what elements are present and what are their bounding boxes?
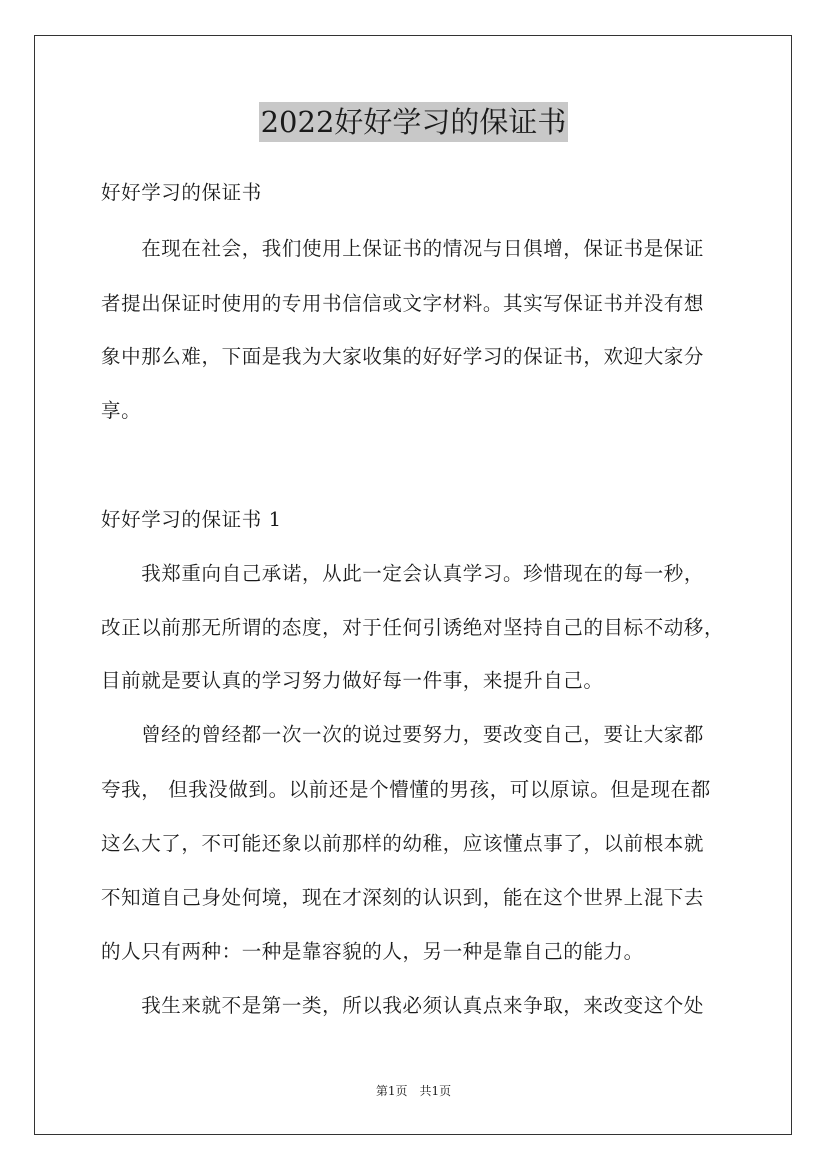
para2-line-4: 不知道自己身处何境，现在才深刻的认识到，能在这个世界上混下去 — [101, 886, 705, 909]
document-title: 2022好好学习的保证书 — [259, 102, 569, 142]
page-number: 第1页 共1页 — [375, 1084, 452, 1098]
document-subtitle: 好好学习的保证书 — [101, 181, 262, 204]
intro-line-4: 享。 — [101, 399, 142, 422]
intro-line-2: 者提出保证时使用的专用书信信或文字材料。其实写保证书并没有想 — [101, 292, 705, 315]
para2-line-5: 的人只有两种：一种是靠容貌的人，另一种是靠自己的能力。 — [101, 940, 644, 963]
intro-line-1: 在现在社会，我们使用上保证书的情况与日俱增，保证书是保证 — [101, 237, 705, 260]
intro-line-3: 象中那么难，下面是我为大家收集的好好学习的保证书，欢迎大家分 — [101, 345, 705, 368]
para1-line-2: 改正以前那无所谓的态度，对于任何引诱绝对坚持自己的目标不动移， — [101, 616, 725, 639]
title-container — [0, 102, 827, 142]
para1-line-3: 目前就是要认真的学习努力做好每一件事，来提升自己。 — [101, 669, 604, 692]
para2-line-1: 曾经的曾经都一次一次的说过要努力，要改变自己，要让大家都 — [101, 723, 705, 746]
para2-line-3: 这么大了，不可能还象以前那样的幼稚，应该懂点事了，以前根本就 — [101, 832, 705, 855]
para2-line-2: 夸我， 但我没做到。以前还是个懵懂的男孩，可以原谅。但是现在都 — [101, 778, 711, 801]
para1-line-1: 我郑重向自己承诺，从此一定会认真学习。珍惜现在的每一秒， — [101, 562, 705, 585]
section-heading: 好好学习的保证书 1 — [101, 508, 282, 531]
para3-line-1: 我生来就不是第一类，所以我必须认真点来争取，来改变这个处 — [101, 994, 705, 1017]
